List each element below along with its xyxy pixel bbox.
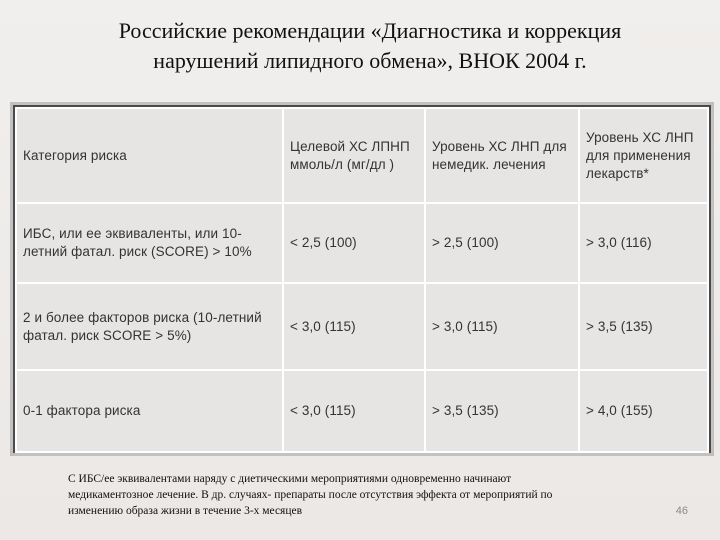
row-category-cell: 2 и более факторов риска (10-летний фатал. риск SCORE > 5%) [16,283,283,370]
footnote [68,471,668,519]
row-drug-cell: > 4,0 (155) [579,370,708,452]
row-nondrug-cell: > 3,5 (135) [425,370,579,452]
table-row [16,203,708,283]
risk-table [15,107,709,453]
footnote-line-2: медикаментозное лечение. В др. случаях- препараты после отсутствия эффекта от мероприятий по [68,489,553,501]
row-target-cell: < 3,0 (115) [283,370,425,452]
header-risk-category: Категория риска [16,108,283,203]
row-nondrug-cell: > 2,5 (100) [425,203,579,283]
title-line-2: нарушений липидного обмена», ВНОК 2004 г. [153,48,587,73]
row-target-cell: < 3,0 (115) [283,283,425,370]
header-drug-level: Уровень ХС ЛНП для применения лекарств* [579,108,708,203]
header-target-ldl: Целевой ХС ЛПНП ммоль/л (мг/дл ) [283,108,425,203]
table-frame [13,105,711,453]
row-target-cell: < 2,5 (100) [283,203,425,283]
row-category-cell: 0-1 фактора риска [16,370,283,452]
page-number: 46 [675,505,688,517]
header-nondrug-level: Уровень ХС ЛНП для немедик. лечения [425,108,579,203]
table-row [16,283,708,370]
row-drug-cell: > 3,0 (116) [579,203,708,283]
title-line-1: Российские рекомендации «Диагностика и коррекция [118,18,622,43]
table-image [10,102,714,456]
slide-title [60,16,680,76]
table-row [16,370,708,452]
footnote-line-1: С ИБС/ее эквивалентами наряду с диетическими мероприятиями одновременно начинают [68,473,512,485]
row-drug-cell: > 3,5 (135) [579,283,708,370]
table-header-row [16,108,708,203]
row-nondrug-cell: > 3,0 (115) [425,283,579,370]
footnote-line-3: изменению образа жизни в течение 3-х месяцев [68,505,303,517]
row-category-cell: ИБС, или ее эквиваленты, или 10-летний фатал. риск (SCORE) > 10% [16,203,283,283]
